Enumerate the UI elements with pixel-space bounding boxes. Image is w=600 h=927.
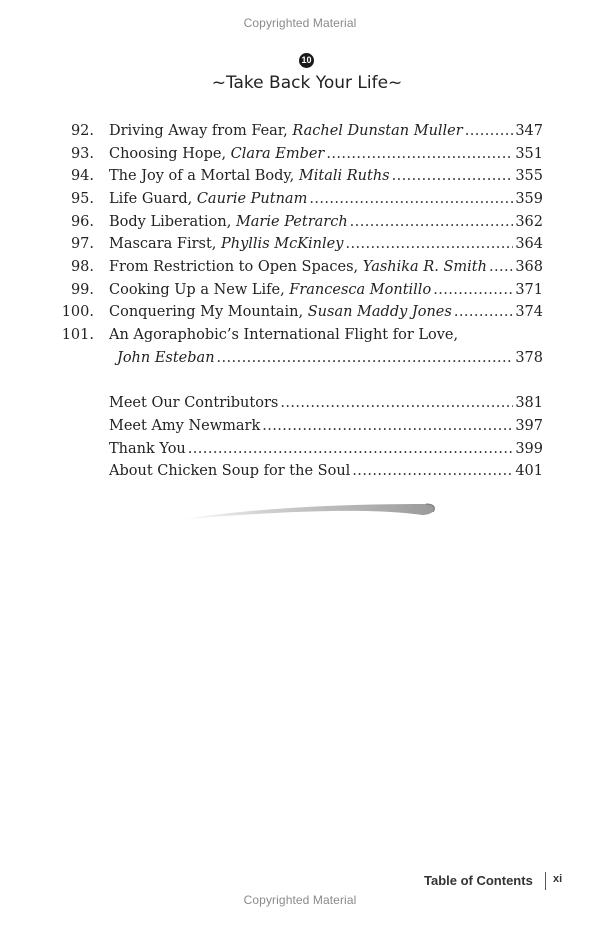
- entry-page: 378: [515, 350, 543, 366]
- entry-author: Rachel Dunstan Muller: [292, 123, 463, 139]
- entry-page: 364: [515, 236, 543, 252]
- entry-page: 362: [515, 214, 543, 230]
- toc-entry[interactable]: [0, 211, 600, 233]
- entry-author-text: John Esteban: [117, 350, 215, 366]
- entry-page: 359: [515, 191, 543, 207]
- entry-page: 351: [515, 146, 543, 162]
- entry-number: 93.: [70, 146, 94, 162]
- entry-title: [109, 256, 487, 278]
- entry-author: Phyllis McKinley: [221, 236, 344, 252]
- toc-entry[interactable]: [0, 120, 600, 142]
- toc-back-matter-entry[interactable]: [0, 392, 600, 414]
- toc-entry[interactable]: [0, 301, 600, 323]
- section-title: ~Take Back Your Life~: [211, 73, 403, 93]
- entry-number: 94.: [70, 168, 94, 184]
- footer-page-number: xi: [553, 873, 563, 885]
- swoosh-divider: [176, 496, 438, 524]
- entry-title-text: Mascara First,: [109, 236, 221, 252]
- toc-entry-continuation[interactable]: [0, 347, 600, 369]
- entry-page: 347: [515, 123, 543, 139]
- toc-entry[interactable]: [0, 256, 600, 278]
- leader-dots: [345, 233, 513, 255]
- entry-line: [109, 279, 543, 301]
- entry-page: 381: [515, 395, 543, 411]
- entry-title: Meet Our Contributors: [109, 395, 279, 411]
- toc-entry[interactable]: [0, 279, 600, 301]
- leader-dots: [217, 347, 514, 369]
- entry-title: Meet Amy Newmark: [109, 418, 261, 434]
- leader-dots: [489, 256, 513, 278]
- entry-number: 92.: [70, 123, 94, 139]
- leader-dots: [465, 120, 514, 142]
- entry-page: 371: [515, 282, 543, 298]
- entry-number: 95.: [70, 191, 94, 207]
- entry-author: Caurie Putnam: [196, 191, 308, 207]
- entry-title: [109, 301, 452, 323]
- entry-title: [109, 233, 343, 255]
- leader-dots: [433, 279, 513, 301]
- entry-line: [117, 347, 543, 369]
- entry-title-text: Body Liberation,: [109, 214, 236, 230]
- entry-page: 374: [515, 304, 543, 320]
- entry-line: [109, 143, 543, 165]
- entry-title-text: Choosing Hope,: [109, 146, 231, 162]
- entry-author: Yashika R. Smith: [362, 259, 487, 275]
- entry-title-text: Cooking Up a New Life,: [109, 282, 290, 298]
- entry-title: [109, 143, 324, 165]
- section-number-badge: 10: [299, 53, 314, 68]
- entry-author: Clara Ember: [230, 146, 325, 162]
- footer-section-label: Table of Contents: [424, 873, 533, 888]
- entry-line: [109, 165, 543, 187]
- leader-dots: [326, 143, 513, 165]
- entry-line: [109, 324, 543, 346]
- entry-page: 401: [515, 463, 543, 479]
- entry-title: [109, 279, 431, 301]
- toc-entry[interactable]: [0, 143, 600, 165]
- entry-title: [109, 165, 390, 187]
- entry-author: Susan Maddy Jones: [307, 304, 452, 320]
- entry-number: 101.: [61, 327, 94, 343]
- leader-dots: [280, 392, 513, 414]
- entry-title-text: The Joy of a Mortal Body,: [109, 168, 299, 184]
- entry-title: Thank You: [109, 441, 186, 457]
- leader-dots: [392, 165, 514, 187]
- watermark-top: Copyrighted Material: [243, 16, 357, 30]
- entry-line: [109, 392, 543, 414]
- entry-line: [109, 188, 543, 210]
- leader-dots: [309, 188, 513, 210]
- entry-author: [117, 347, 215, 369]
- leader-dots: [350, 211, 514, 233]
- entry-line: [109, 415, 543, 437]
- entry-title: An Agoraphobic’s International Flight for Love,: [109, 327, 459, 343]
- entry-title: [109, 211, 348, 233]
- entry-title-text: Life Guard,: [109, 191, 197, 207]
- watermark-bottom: Copyrighted Material: [243, 893, 357, 907]
- toc-entry[interactable]: [0, 188, 600, 210]
- toc-back-matter-entry[interactable]: [0, 415, 600, 437]
- entry-number: 96.: [70, 214, 94, 230]
- entry-line: [109, 233, 543, 255]
- entry-page: 399: [515, 441, 543, 457]
- entry-line: [109, 460, 543, 482]
- leader-dots: [188, 438, 514, 460]
- entry-title: [109, 188, 307, 210]
- entry-number: 99.: [70, 282, 94, 298]
- entry-page: 368: [515, 259, 543, 275]
- leader-dots: [262, 415, 513, 437]
- entry-author: Francesca Montillo: [289, 282, 432, 298]
- entry-number: 100.: [61, 304, 94, 320]
- entry-title-text: From Restriction to Open Spaces,: [109, 259, 363, 275]
- entry-number: 98.: [70, 259, 94, 275]
- entry-title: [109, 120, 463, 142]
- toc-back-matter-entry[interactable]: [0, 460, 600, 482]
- toc-entry[interactable]: [0, 165, 600, 187]
- entry-line: [109, 256, 543, 278]
- entry-title-text: Conquering My Mountain,: [109, 304, 308, 320]
- toc-entry[interactable]: [0, 324, 600, 346]
- entry-line: [109, 301, 543, 323]
- leader-dots: [352, 460, 513, 482]
- entry-page: 355: [515, 168, 543, 184]
- entry-line: [109, 211, 543, 233]
- toc-back-matter-entry[interactable]: [0, 438, 600, 460]
- entry-line: [109, 438, 543, 460]
- entry-number: 97.: [70, 236, 94, 252]
- entry-title-text: Driving Away from Fear,: [109, 123, 293, 139]
- toc-entry[interactable]: [0, 233, 600, 255]
- entry-author: Mitali Ruths: [298, 168, 390, 184]
- entry-page: 397: [515, 418, 543, 434]
- entry-title: About Chicken Soup for the Soul: [109, 463, 351, 479]
- leader-dots: [454, 301, 514, 323]
- footer-divider: [545, 872, 546, 890]
- entry-line: [109, 120, 543, 142]
- entry-author: Marie Petrarch: [235, 214, 348, 230]
